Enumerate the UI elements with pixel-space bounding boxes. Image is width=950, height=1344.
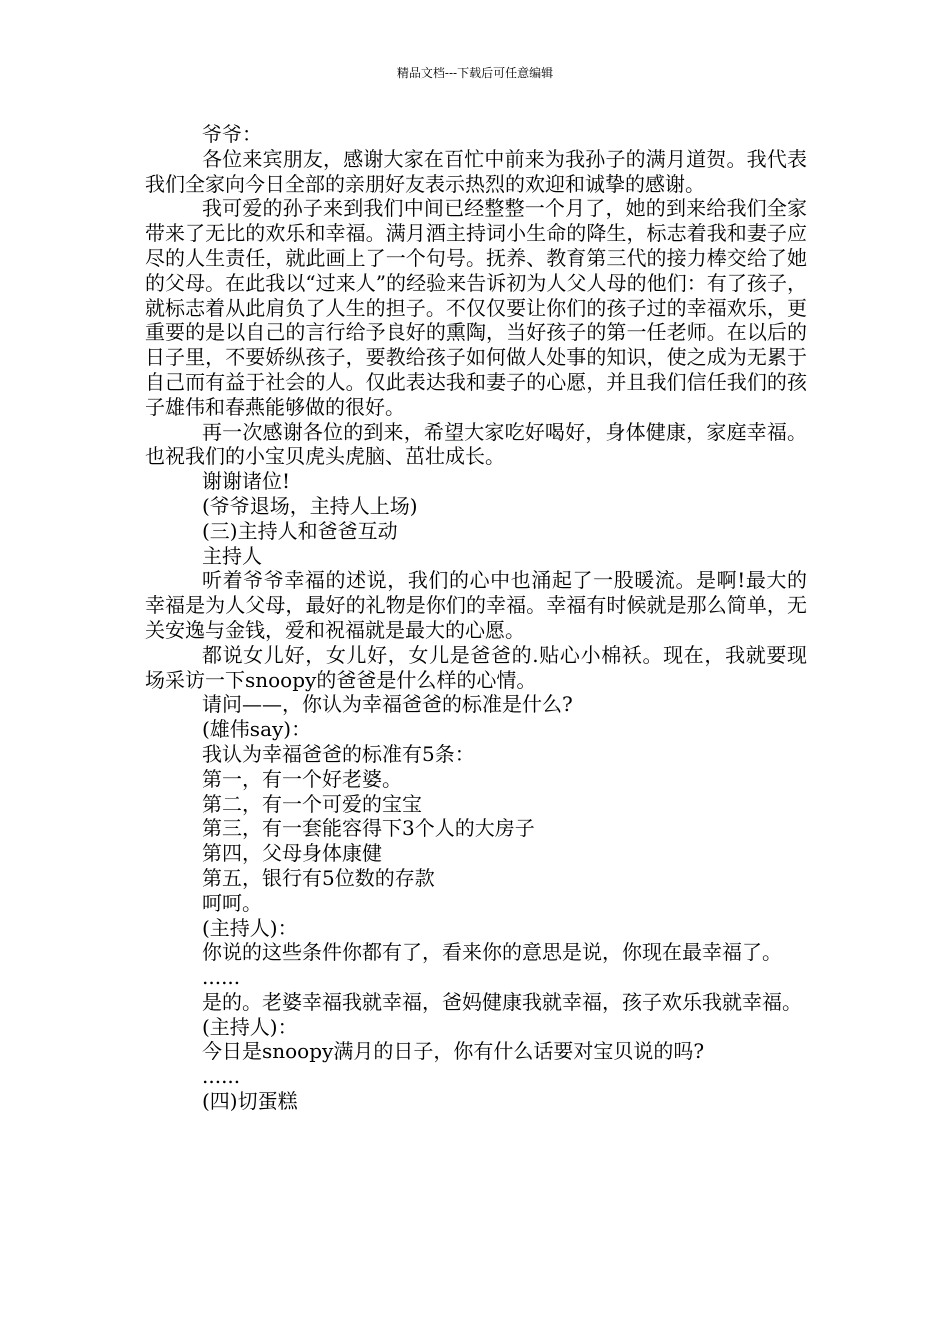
paragraph: (三)主持人和爸爸互动 bbox=[202, 518, 398, 543]
paragraph: 你说的这些条件你都有了，看来你的意思是说，你现在最幸福了。 bbox=[202, 940, 782, 965]
paragraph: 都说女儿好，女儿好，女儿是爸爸的.贴心小棉袄。现在，我就要现场采访一下snoopy的爸爸是什么样的心情。 bbox=[145, 642, 807, 692]
paragraph: (主持人)： bbox=[202, 1014, 298, 1039]
paragraph: ...... bbox=[202, 1064, 241, 1089]
paragraph: (雄伟say)： bbox=[202, 717, 312, 742]
paragraph: (主持人)： bbox=[202, 915, 298, 940]
paragraph: 第三，有一套能容得下3个人的大房子 bbox=[202, 816, 535, 841]
paragraph: 第五，银行有5位数的存款 bbox=[202, 865, 435, 890]
paragraph: 谢谢诸位! bbox=[202, 469, 291, 494]
paragraph: 呵呵。 bbox=[202, 890, 262, 915]
paragraph: 第一，有一个好老婆。 bbox=[202, 766, 402, 791]
paragraph: (爷爷退场，主持人上场) bbox=[202, 493, 418, 518]
page-header: 精品文档---下载后可任意编辑 bbox=[396, 66, 554, 80]
paragraph: 第四，父母身体康健 bbox=[202, 841, 382, 866]
paragraph: (四)切蛋糕 bbox=[202, 1089, 298, 1114]
paragraph: 我可爱的孙子来到我们中间已经整整一个月了，她的到来给我们全家带来了无比的欢乐和幸福。满月酒主持词小生命的降生，标志着我和妻子应尽的人生责任，就此画上了一个句号。抚养、教育第三代的接力棒交给了她的父母。在此我以“过来人”的经验来告诉初为人父人母的他们：有了孩子，就标志着从此肩负了人生的担子。不仅仅要让你们的孩子过的幸福欢乐，更重要的是以自己的言行给予良好的熏陶，当好孩子的第一任老师。在以后的日子里，不要娇纵孩子，要教给孩子如何做人处事的知识，使之成为无累于自己而有益于社会的人。仅此表达我和妻子的心愿，并且我们信任我们的孩子雄伟和春燕能够做的很好。 bbox=[145, 196, 807, 419]
paragraph: ...... bbox=[202, 965, 241, 990]
document-body bbox=[145, 122, 807, 1114]
paragraph: 主持人 bbox=[202, 543, 262, 568]
paragraph: 请问——，你认为幸福爸爸的标准是什么? bbox=[202, 692, 573, 717]
paragraph: 今日是snoopy满月的日子，你有什么话要对宝贝说的吗? bbox=[202, 1039, 705, 1064]
paragraph: 爷爷： bbox=[202, 122, 262, 146]
paragraph: 各位来宾朋友，感谢大家在百忙中前来为我孙子的满月道贺。我代表我们全家向今日全部的亲朋好友表示热烈的欢迎和诚挚的感谢。 bbox=[145, 146, 807, 196]
paragraph: 是的。老婆幸福我就幸福，爸妈健康我就幸福，孩子欢乐我就幸福。 bbox=[202, 989, 802, 1014]
paragraph: 听着爷爷幸福的述说，我们的心中也涌起了一股暖流。是啊!最大的幸福是为人父母，最好的礼物是你们的幸福。幸福有时候就是那么简单，无关安逸与金钱，爱和祝福就是最大的心愿。 bbox=[145, 568, 807, 642]
paragraph: 第二，有一个可爱的宝宝 bbox=[202, 791, 422, 816]
paragraph: 我认为幸福爸爸的标准有5条： bbox=[202, 741, 475, 766]
paragraph: 再一次感谢各位的到来，希望大家吃好喝好，身体健康，家庭幸福。也祝我们的小宝贝虎头虎脑、茁壮成长。 bbox=[145, 419, 807, 469]
